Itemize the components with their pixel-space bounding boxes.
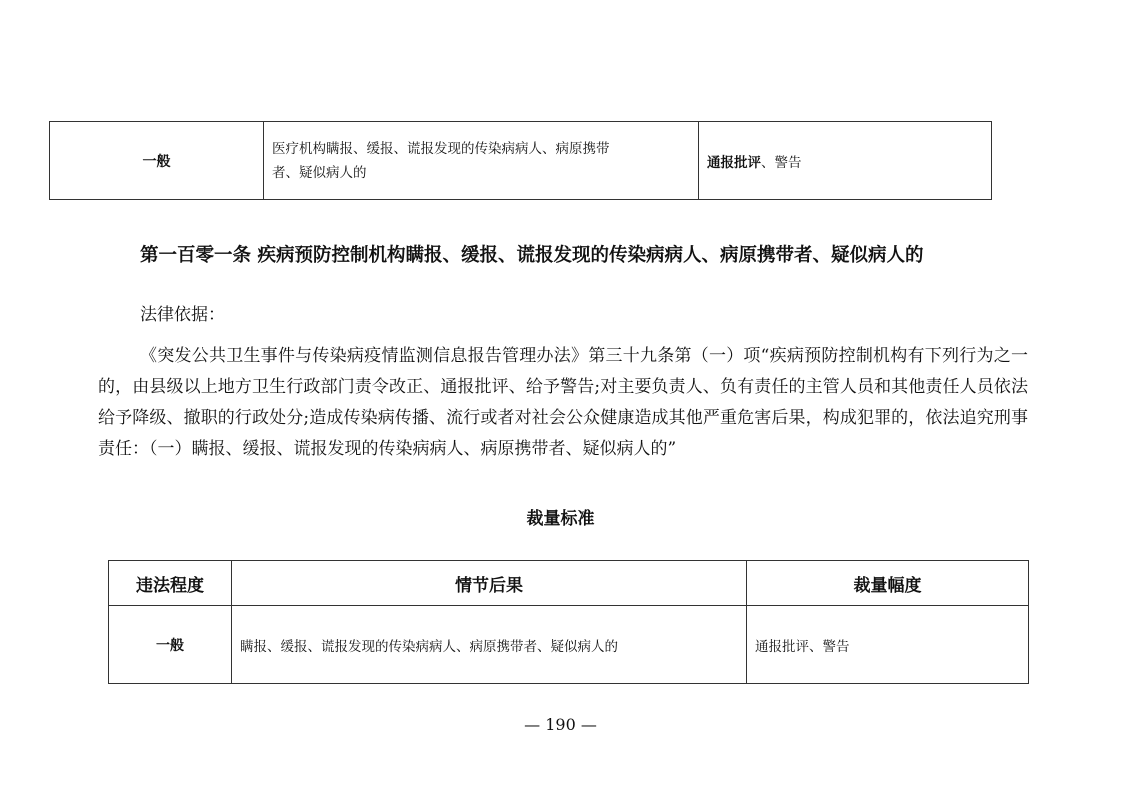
discretion-standard-table <box>108 560 1029 684</box>
previous-standard-table <box>49 121 992 200</box>
penalty-bold-text: 通报批评 <box>707 154 761 171</box>
article-title: 第一百零一条 疾病预防控制机构瞒报、缓报、谎报发现的传染病病人、病原携带者、疑似病人的 <box>140 245 924 266</box>
header-circumstance: 情节后果 <box>232 561 747 606</box>
penalty-cell: 通报批评、警告 <box>747 606 1029 684</box>
table-row <box>50 122 992 200</box>
table-header-row <box>109 561 1029 606</box>
circumstance-cell <box>264 122 699 200</box>
penalty-cell <box>699 122 992 200</box>
table-row <box>109 606 1029 684</box>
page-number: — 190 — <box>524 715 597 734</box>
circumstance-line-1: 医疗机构瞒报、缓报、谎报发现的传染病病人、病原携带 <box>272 140 610 157</box>
penalty-rest-text: 、警告 <box>761 154 802 171</box>
section-heading: 裁量标准 <box>526 509 595 529</box>
degree-cell: 一般 <box>50 122 264 200</box>
header-degree: 违法程度 <box>109 561 232 606</box>
header-penalty: 裁量幅度 <box>747 561 1029 606</box>
circumstance-line-2: 者、疑似病人的 <box>272 164 367 181</box>
legal-basis-text: 《突发公共卫生事件与传染病疫情监测信息报告管理办法》第三十九条第（一）项“疾病预防控制机构有下列行为之一的，由县级以上地方卫生行政部门责令改正、通报批评、给予警告;对主要负责人、负有责任的主管人员和其他责任人员依法给予降级、撤职的行政处分;造成传染病传播、流行或者对社会公众健康造成其他严重危害后果，构成犯罪的，依法追究刑事责任：（一）瞒报、缓报、谎报发现的传染病病人、病原携带者、疑似病人的” <box>98 346 1028 459</box>
circumstance-cell: 瞒报、缓报、谎报发现的传染病病人、病原携带者、疑似病人的 <box>232 606 747 684</box>
degree-cell: 一般 <box>109 606 232 684</box>
legal-basis-label: 法律依据： <box>140 305 225 325</box>
